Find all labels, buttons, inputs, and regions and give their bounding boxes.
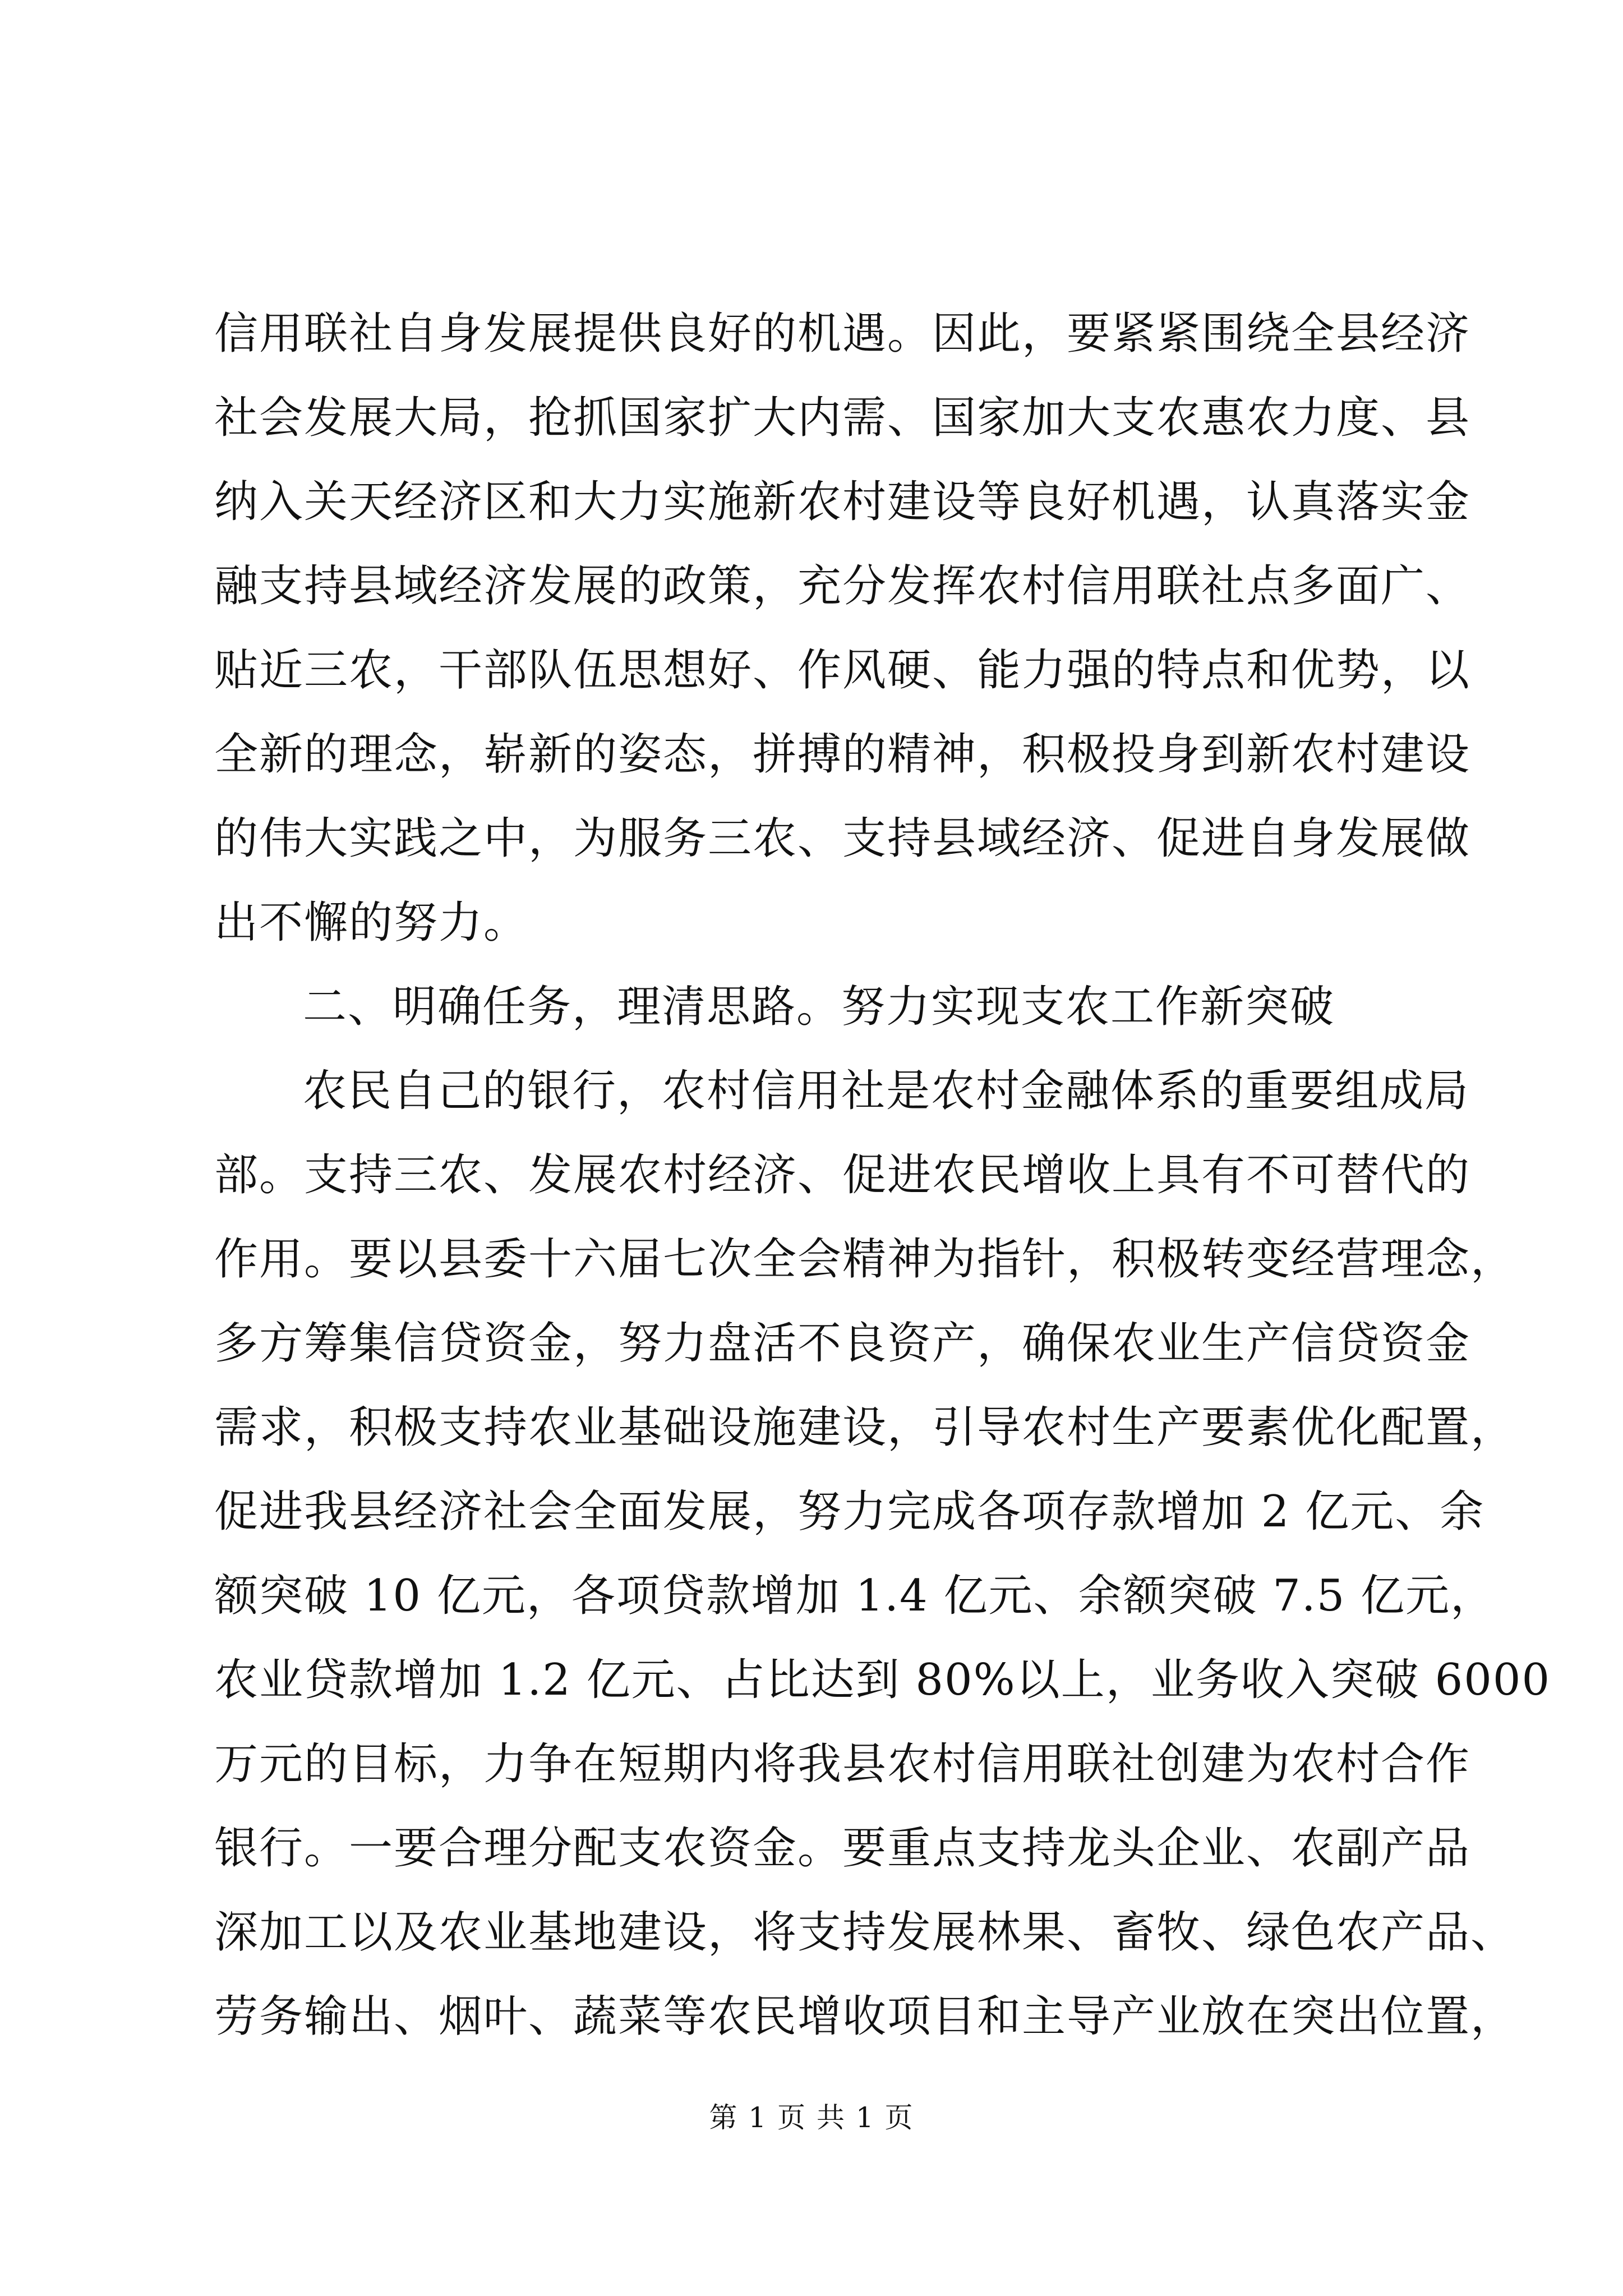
text-line-10: 农民自己的银行，农村信用社是农村金融体系的重要组成局 (303, 1066, 1470, 1116)
text-line-13: 多方筹集信贷资金，努力盘活不良资产，确保农业生产信贷资金 (214, 1318, 1471, 1369)
text-line-7: 的伟大实践之中，为服务三农、支持县域经济、促进自身发展做 (214, 813, 1471, 864)
text-line-1: 信用联社自身发展提供良好的机遇。因此，要紧紧围绕全县经济 (214, 309, 1471, 359)
text-line-2: 社会发展大局，抢抓国家扩大内需、国家加大支农惠农力度、县 (214, 393, 1471, 443)
text-line-18: 万元的目标，力争在短期内将我县农村信用联社创建为农村合作 (214, 1739, 1471, 1789)
text-line-19: 银行。一要合理分配支农资金。要重点支持龙头企业、农副产品 (214, 1823, 1471, 1874)
text-line-6: 全新的理念，崭新的姿态，拼搏的精神，积极投身到新农村建设 (214, 729, 1471, 780)
text-line-12: 作用。要以县委十六届七次全会精神为指针，积极转变经营理念， (214, 1234, 1516, 1285)
text-line-4: 融支持县域经济发展的政策，充分发挥农村信用联社点多面广、 (214, 561, 1471, 611)
text-line-5: 贴近三农，干部队伍思想好、作风硬、能力强的特点和优势，以 (214, 645, 1471, 696)
text-line-15: 促进我县经济社会全面发展，努力完成各项存款增加 2 亿元、余 (214, 1487, 1485, 1537)
text-line-17: 农业贷款增加 1.2 亿元、占比达到 80%以上，业务收入突破 6000 (214, 1655, 1551, 1705)
text-line-8: 出不懈的努力。 (214, 898, 529, 948)
text-line-21: 劳务输出、烟叶、蔬菜等农民增收项目和主导产业放在突出位置， (214, 1991, 1516, 2042)
text-line-20: 深加工以及农业基地建设，将支持发展林果、畜牧、绿色农产品、 (214, 1907, 1516, 1958)
text-line-11: 部。支持三农、发展农村经济、促进农民增收上具有不可替代的 (214, 1150, 1471, 1200)
text-line-14: 需求，积极支持农业基础设施建设，引导农村生产要素优化配置， (214, 1402, 1516, 1453)
text-line-16: 额突破 10 亿元，各项贷款增加 1.4 亿元、余额突破 7.5 亿元， (214, 1571, 1496, 1621)
page-number-footer: 第 1 页 共 1 页 (709, 2101, 914, 2134)
text-line-3: 纳入关天经济区和大力实施新农村建设等良好机遇，认真落实金 (214, 477, 1471, 527)
section-heading: 二、明确任务，理清思路。努力实现支农工作新突破 (303, 982, 1335, 1032)
